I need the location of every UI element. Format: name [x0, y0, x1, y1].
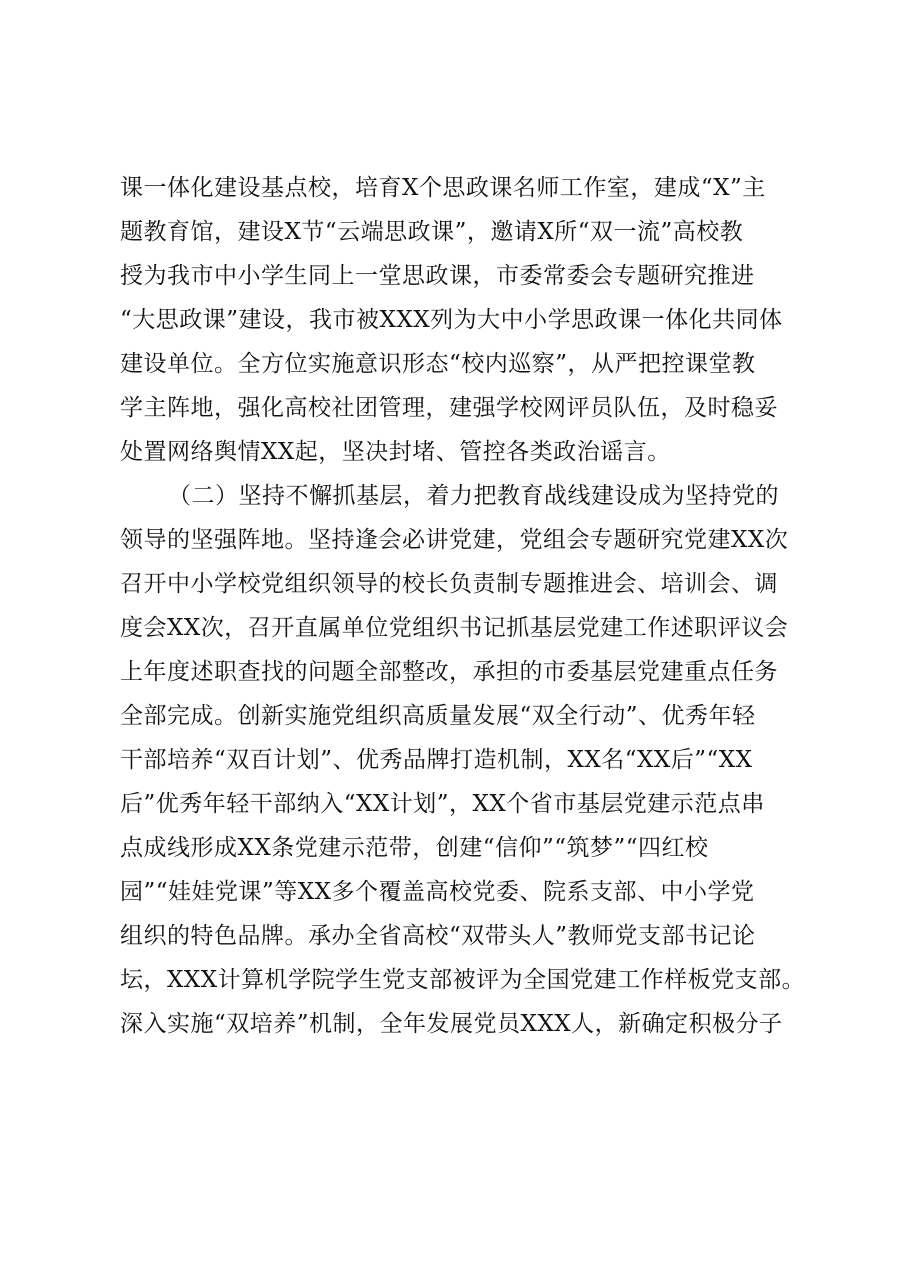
text-line: 学主阵地，强化高校社团管理，建强学校网评员队伍，及时稳妥 — [120, 395, 778, 421]
text-line: 组织的特色品牌。承办全省高校“双带头人”教师党支部书记论 — [120, 923, 756, 949]
text-line: 深入实施“双培养”机制，全年发展党员XXX人，新确定积极分子 — [120, 1011, 783, 1037]
text-line: 上年度述职查找的问题全部整改，承担的市委基层党建重点任务 — [120, 659, 778, 685]
text-line: 领导的坚强阵地。坚持逢会必讲党建，党组会专题研究党建XX次 — [120, 527, 789, 553]
document-body — [120, 166, 820, 1046]
text-line: 处置网络舆情XX起，坚决封堵、管控各类政治谣言。 — [120, 439, 671, 465]
text-line: “大思政课”建设，我市被XXX列为大中小学思政课一体化共同体 — [120, 307, 783, 333]
text-line: 后”优秀年轻干部纳入“XX计划”，XX个省市基层党建示范点串 — [120, 791, 765, 817]
text-line: 建设单位。全方位实施意识形态“校内巡察”，从严把控课堂教 — [120, 351, 756, 377]
text-line: 坛，XXX计算机学院学生党支部被评为全国党建工作样板党支部。 — [120, 967, 806, 993]
text-line: 干部培养“双百计划”、优秀品牌打造机制，XX名“XX后”“XX — [120, 747, 753, 773]
text-line: 点成线形成XX条党建示范带，创建“信仰”“筑梦”“四红校 — [120, 835, 709, 861]
text-line: 度会XX次，召开直属单位党组织书记抓基层党建工作述职评议会 — [120, 615, 789, 641]
text-line: 园”“娃娃党课”等XX多个覆盖高校党委、院系支部、中小学党 — [120, 879, 755, 905]
text-line: 课一体化建设基点校，培育X个思政课名师工作室，建成“X”主 — [120, 175, 766, 201]
text-line: 授为我市中小学生同上一堂思政课，市委常委会专题研究推进 — [120, 263, 755, 289]
text-line: 召开中小学校党组织领导的校长负责制专题推进会、培训会、调 — [120, 571, 778, 597]
text-line: 题教育馆，建设X节“云端思政课”，邀请X所“双一流”高校教 — [120, 219, 744, 245]
text-line: 全部完成。创新实施党组织高质量发展“双全行动”、优秀年轻 — [120, 703, 756, 729]
section-heading-line: （二）坚持不懈抓基层，着力把教育战线建设成为坚持党的 — [168, 483, 779, 509]
